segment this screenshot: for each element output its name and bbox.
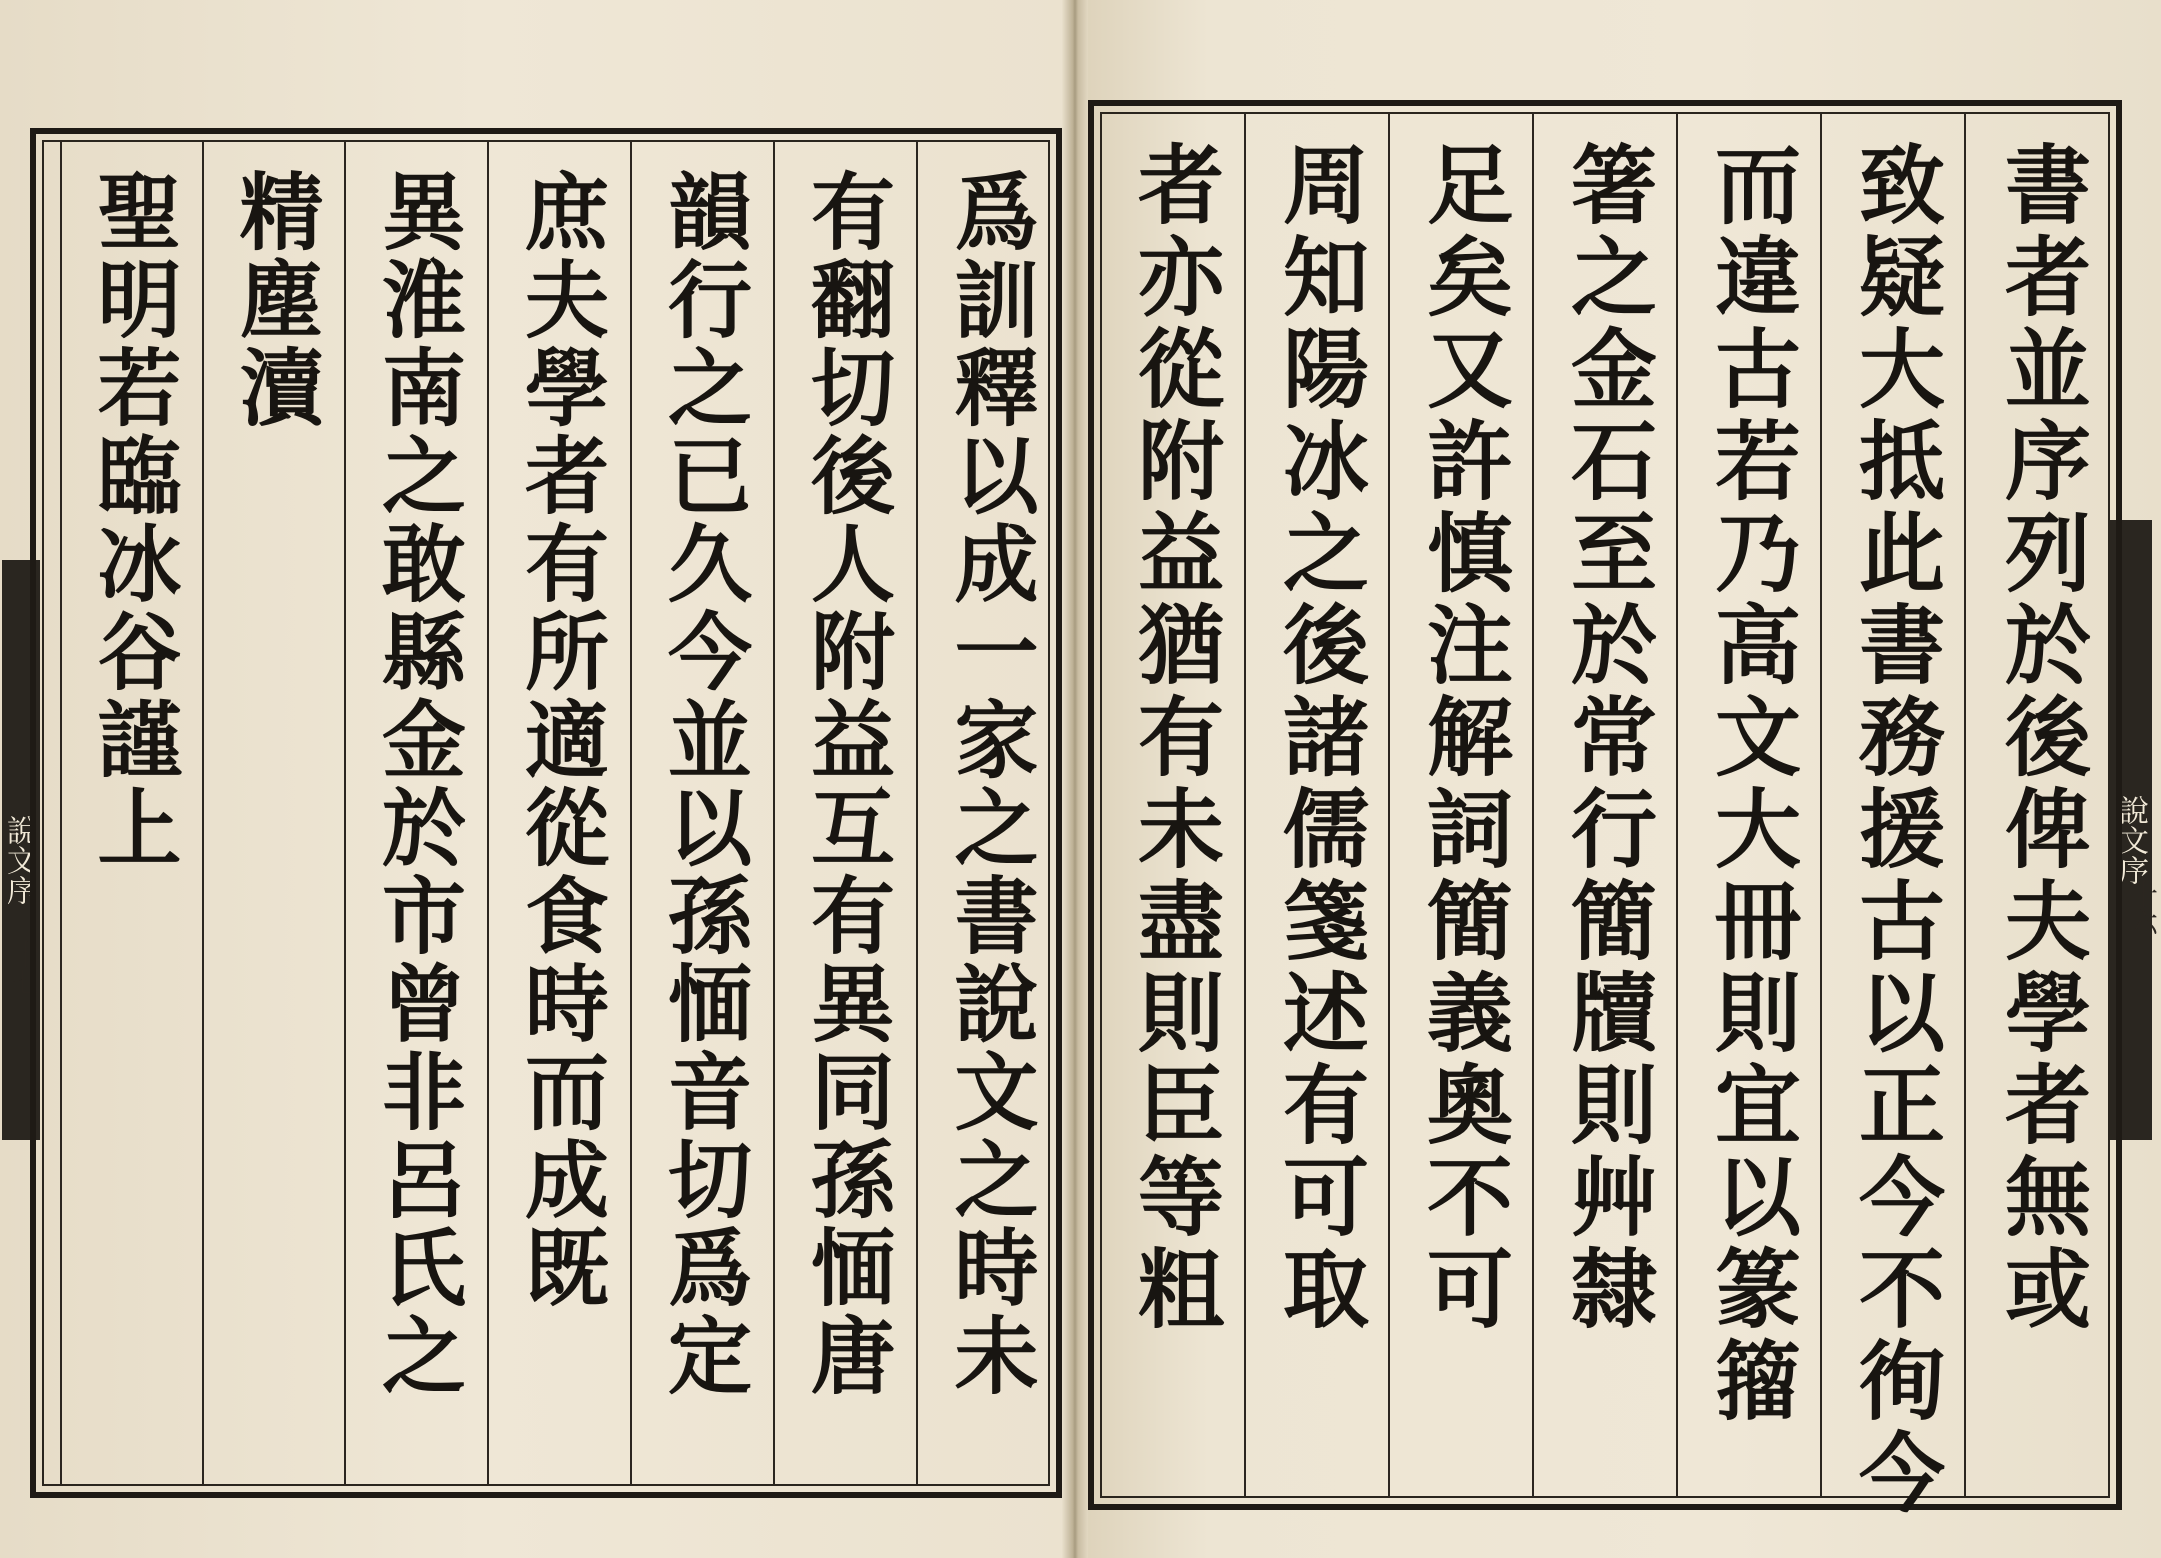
text-column [1820,114,1966,1520]
column-text: 者亦從附益猶有未盡則臣等粗 [1123,140,1224,1336]
spine-label-left: 說文序 [2,560,40,1140]
folio-number-right: 十六 [2126,880,2159,936]
column-text: 庶夫學者有所適從食時而成既 [511,168,611,1312]
column-text: 爲訓釋以成一家之書說文之時未 [941,168,1040,1400]
text-column [487,142,632,1484]
text-column [1532,114,1678,1496]
column-text: 書者並序列於後俾夫學者無或 [1990,140,2091,1336]
column-text: 韻行之已久今並以孫愐音切爲定 [654,168,754,1400]
column-text: 異淮南之敢縣金於市曾非呂氏之 [368,168,468,1400]
text-column [1244,114,1390,1496]
column-text: 聖明若臨冰谷謹上 [84,168,183,872]
column-text: 而違古若乃高文大冊則宜以篆籀 [1700,140,1801,1428]
text-column [916,142,1062,1484]
spine-label-right: 說文序 [2110,520,2152,1140]
column-text: 足矣又許慎注解詞簡義奧不可 [1412,140,1513,1336]
column-text: 有翻切後人附益互有異同孫愐唐 [797,168,897,1400]
text-column [202,142,346,1484]
book-gutter [1062,0,1088,1558]
column-text: 致疑大抵此書務援古以正今不徇今 [1844,140,1945,1520]
column-text: 周知陽冰之後諸儒箋述有可取 [1268,140,1369,1336]
text-column [344,142,489,1484]
text-column [630,142,775,1484]
left-page-inner-border [42,140,1050,1486]
text-column [1676,114,1822,1496]
left-page-frame [30,128,1062,1498]
text-column [1964,114,2114,1496]
folio-number-left: 十七 [8,940,41,996]
text-column [773,142,918,1484]
right-page-frame [1088,100,2122,1520]
column-text: 箸之金石至於常行簡牘則艸隸 [1556,140,1657,1336]
right-page-inner-border [1100,112,2110,1520]
text-column [1102,114,1244,1496]
text-column [1388,114,1534,1496]
column-text: 精塵瀆 [226,168,325,432]
text-column [60,142,204,1484]
